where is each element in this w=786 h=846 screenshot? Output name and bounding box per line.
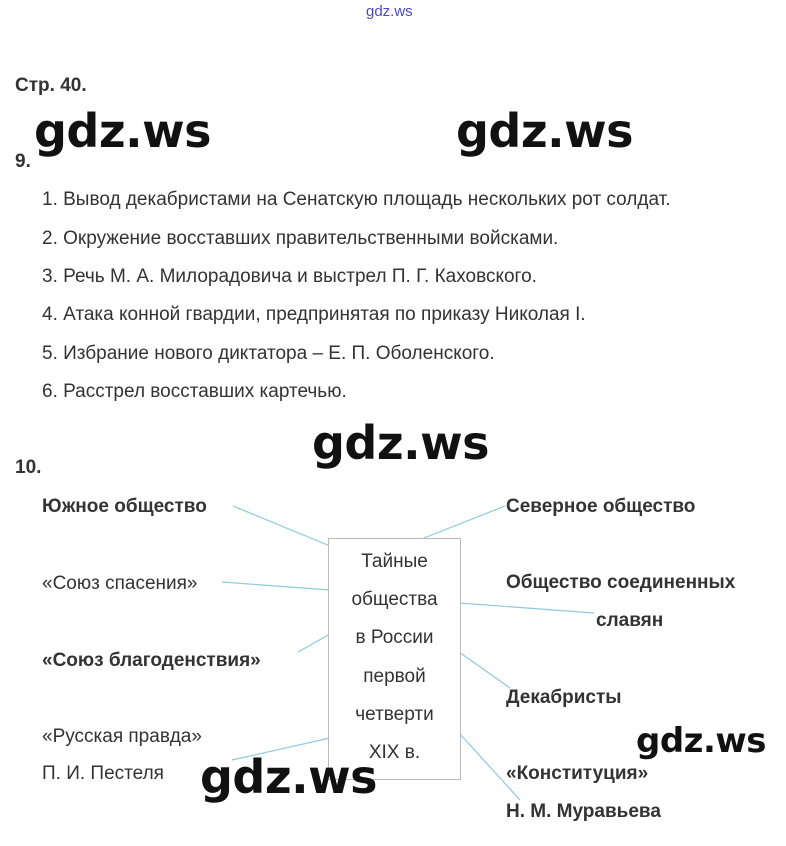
task-10-number: 10. <box>15 457 42 478</box>
connector-slavs <box>459 603 594 613</box>
label-union-salvation: «Союз спасения» <box>42 573 198 594</box>
connector-decembrists <box>459 652 510 688</box>
center-line-3: в России <box>355 627 434 648</box>
watermark-4: gdz.ws <box>636 721 767 761</box>
label-russkaya-pravda-2: П. И. Пестеля <box>42 763 164 784</box>
center-line-1: Тайные <box>361 551 428 572</box>
connector-north <box>424 506 505 538</box>
label-constitution-1: «Конституция» <box>506 763 649 784</box>
task-9-item-6: 6. Расстрел восставших картечью. <box>42 381 347 402</box>
task-9-item-2: 2. Окружение восставших правительственными войсками. <box>42 228 559 249</box>
watermark-1: gdz.ws <box>34 104 211 158</box>
center-line-4: первой <box>363 666 426 687</box>
center-line-2: общества <box>351 589 438 610</box>
label-united-slavs-2: славян <box>596 610 664 631</box>
label-united-slavs-1: Общество соединенных <box>506 572 736 593</box>
connector-south <box>233 506 330 546</box>
center-box <box>328 538 461 780</box>
center-line-5: четверти <box>355 704 434 725</box>
task-9-number: 9. <box>15 151 31 172</box>
label-north-society: Северное общество <box>506 496 696 517</box>
watermark-3: gdz.ws <box>312 416 489 470</box>
label-russkaya-pravda-1: «Русская правда» <box>42 726 202 747</box>
task-9-item-4: 4. Атака конной гвардии, предпринятая по приказу Николая I. <box>42 304 586 325</box>
watermark-2: gdz.ws <box>456 104 633 158</box>
connector-welfare <box>298 634 330 652</box>
task-9-item-5: 5. Избрание нового диктатора – Е. П. Оболенского. <box>42 343 495 364</box>
label-south-society: Южное общество <box>42 496 207 517</box>
page-label: Стр. 40. <box>15 75 87 96</box>
top-watermark: gdz.ws <box>366 3 413 20</box>
label-constitution-2: Н. М. Муравьева <box>506 801 661 822</box>
task-9-item-3: 3. Речь М. А. Милорадовича и выстрел П. Г. Каховского. <box>42 266 537 287</box>
label-union-welfare: «Союз благоденствия» <box>42 650 261 671</box>
label-decembrists: Декабристы <box>506 687 622 708</box>
task-9-item-1: 1. Вывод декабристами на Сенатскую площадь нескольких рот солдат. <box>42 189 671 210</box>
watermark-5: gdz.ws <box>200 750 377 804</box>
center-line-6: XIX в. <box>368 742 421 763</box>
connector-salvation <box>222 582 330 590</box>
